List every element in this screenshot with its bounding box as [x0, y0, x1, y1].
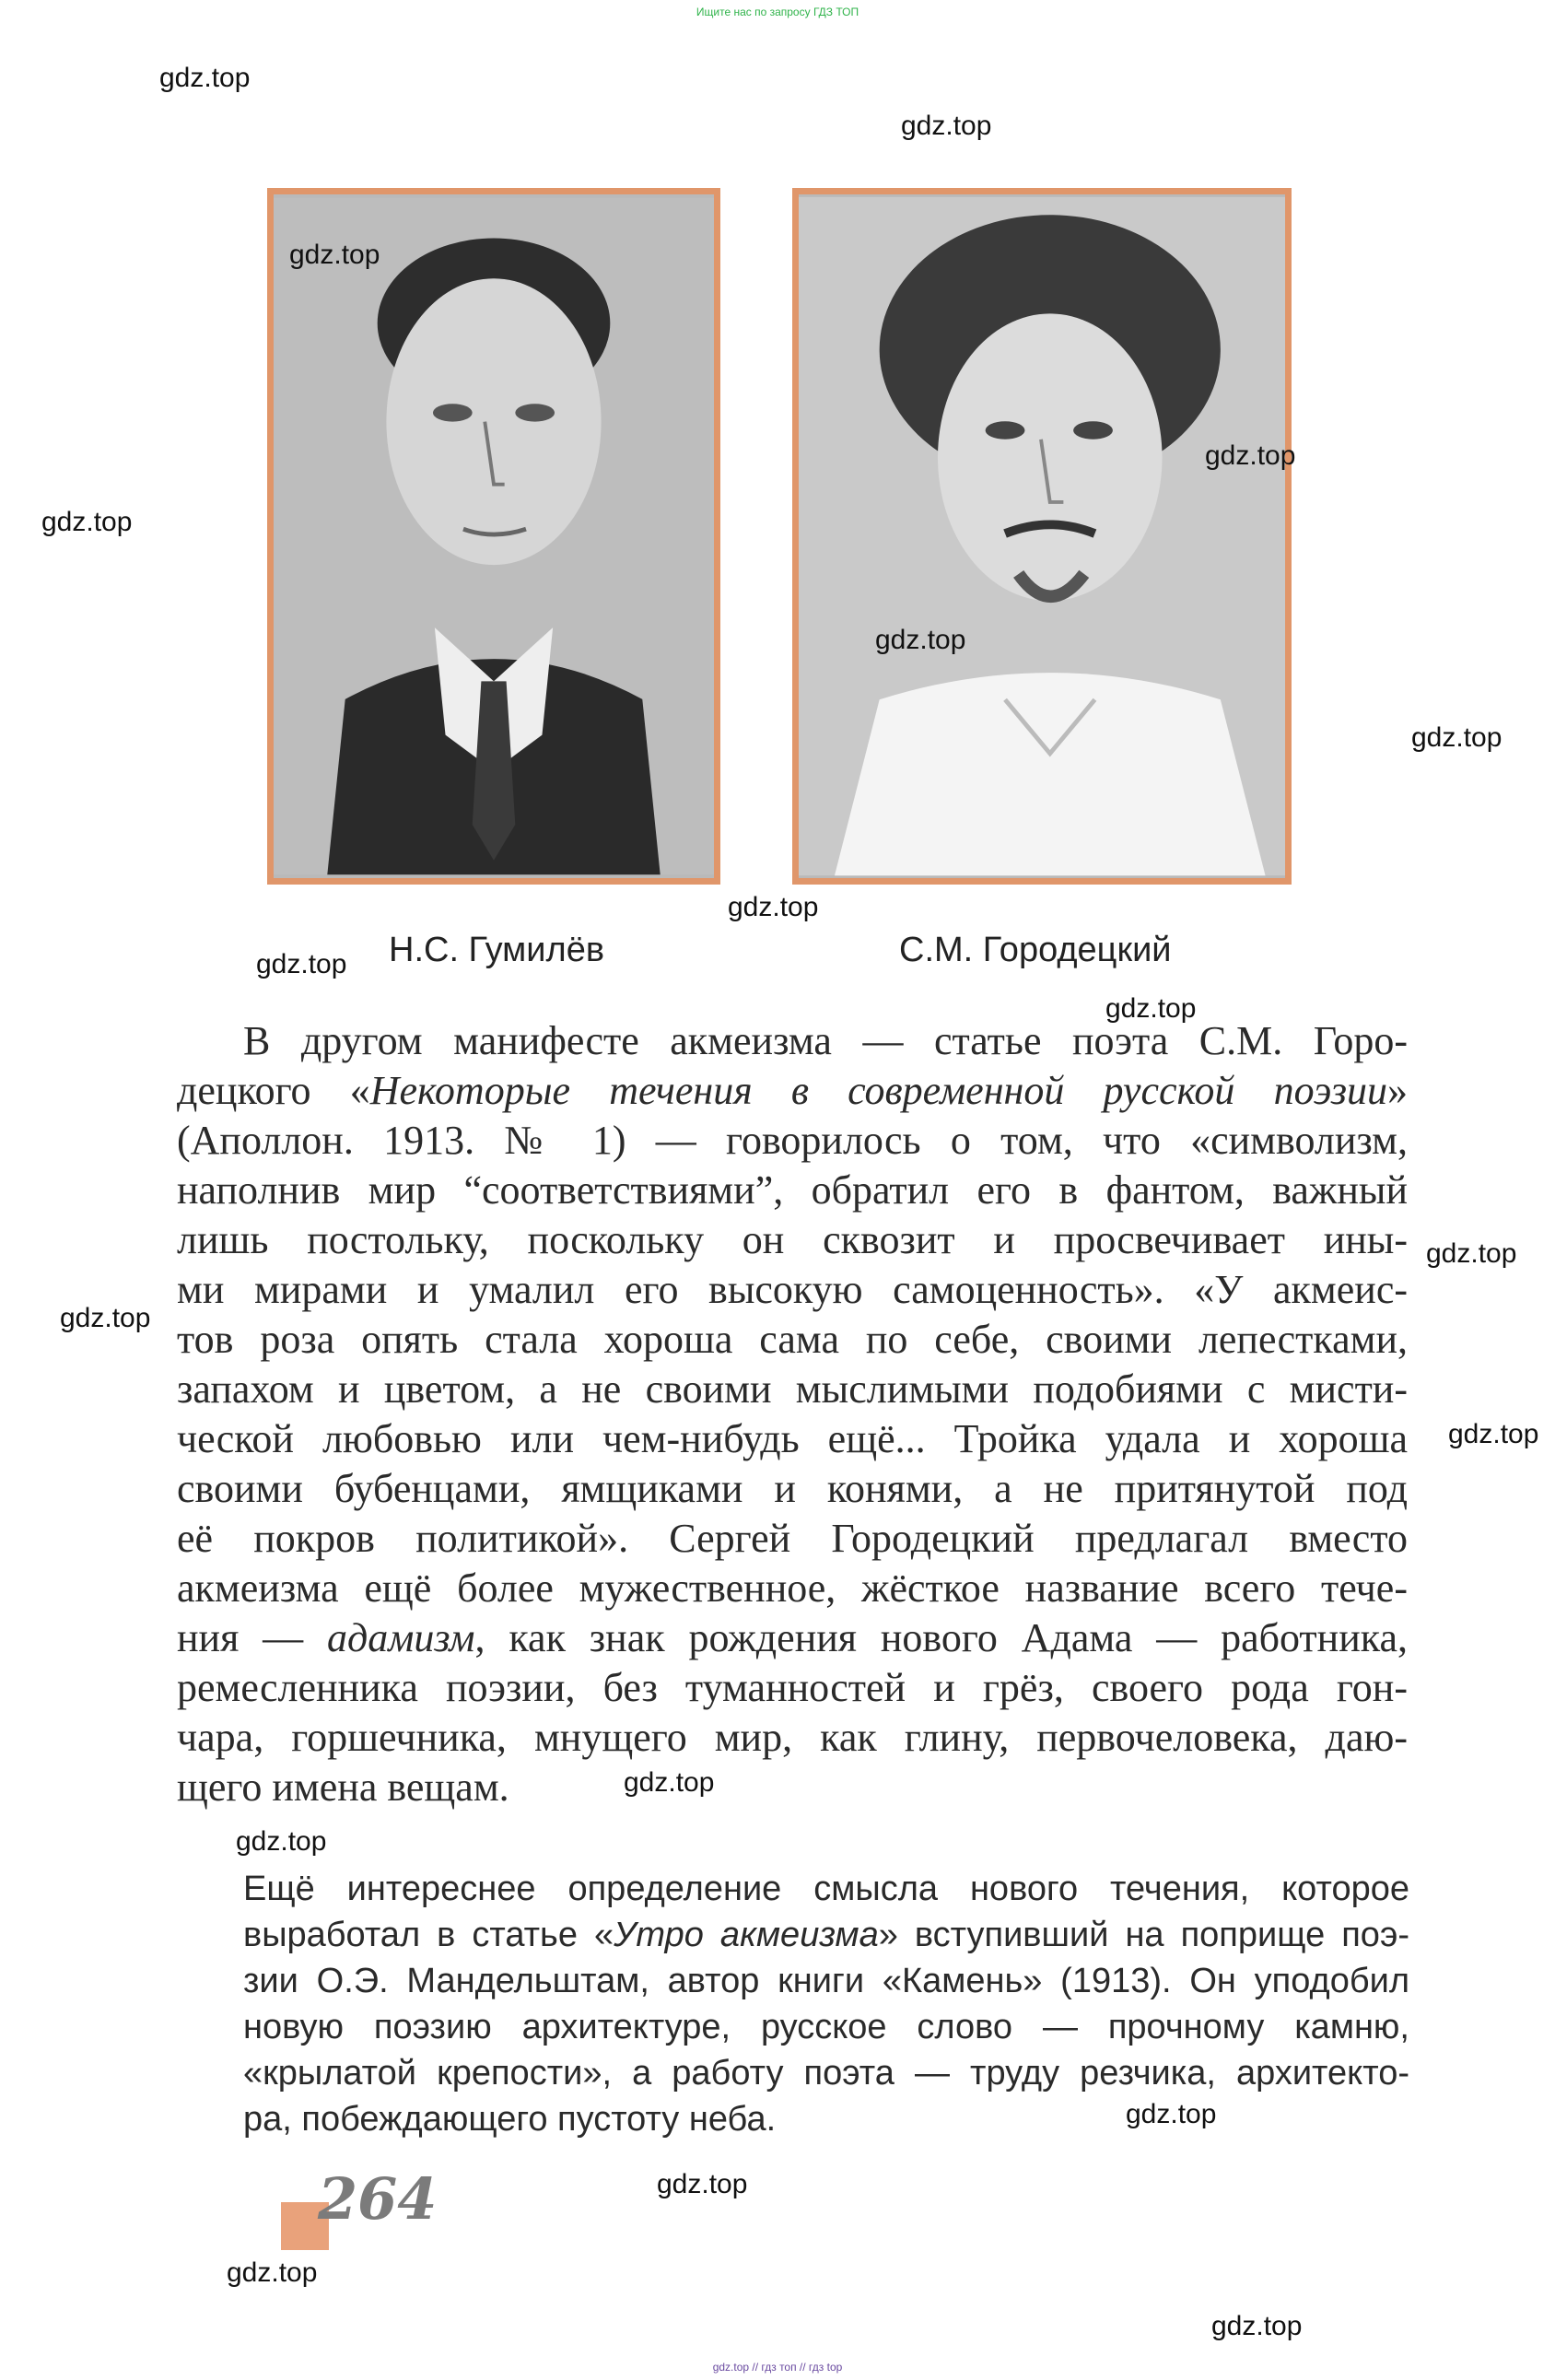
watermark: gdz.top	[227, 2257, 318, 2288]
text-line: чара, горшечника, мнущего мир, как глину, первочеловека, даю-	[177, 1715, 1408, 1760]
text-line: выработал в статье «Утро акмеизма» вступивший на поприще поэ-	[243, 1916, 1409, 1954]
text-line: ремесленника поэзии, без туманностей и грёз, своего рода гон-	[177, 1665, 1408, 1710]
watermark: gdz.top	[1411, 722, 1502, 753]
text-line: зии О.Э. Мандельштам, автор книги «Камень» (1913). Он уподобил	[243, 1962, 1409, 2000]
portrait-gumilev	[267, 188, 720, 885]
text-line: её покров политикой». Сергей Городецкий предлагал вместо	[177, 1516, 1408, 1561]
top-banner: Ищите нас по запросу ГДЗ ТОП	[696, 6, 859, 18]
text-line: ческой любовью или чем-нибудь ещё... Тройка удала и хороша	[177, 1416, 1408, 1461]
note-paragraph	[243, 1866, 1409, 2142]
portrait-gorodetsky	[792, 188, 1292, 885]
text-line: лишь постольку, поскольку он сквозит и просвечивает ины-	[177, 1217, 1408, 1262]
text-line: (Аполлон. 1913. № 1) — говорилось о том, что «символизм,	[177, 1118, 1408, 1163]
watermark: gdz.top	[41, 507, 133, 537]
text-line: тов роза опять стала хороша сама по себе, своими лепестками,	[177, 1317, 1408, 1362]
caption-gorodetsky: С.М. Городецкий	[899, 931, 1172, 969]
text-line: ра, побеждающего пустоту неба.	[243, 2100, 777, 2139]
watermark: gdz.top	[1126, 2099, 1217, 2129]
text-line: «крылатой крепости», а работу поэта — труду резчика, архитекто-	[243, 2054, 1409, 2093]
portrait-gorodetsky-image	[799, 194, 1285, 878]
watermark: gdz.top	[1211, 2311, 1303, 2341]
page-number: 264	[318, 2165, 438, 2233]
text-line: децкого «Некоторые течения в современной русской поэзии»	[177, 1068, 1408, 1113]
text-line: В другом манифесте акмеизма — статье поэта С.М. Горо-	[243, 1018, 1408, 1063]
watermark: gdz.top	[1105, 993, 1197, 1024]
text-line: Ещё интереснее определение смысла нового течения, которое	[243, 1870, 1409, 1908]
watermark: gdz.top	[1448, 1419, 1539, 1449]
term-italic: адамизм	[327, 1615, 475, 1660]
watermark: gdz.top	[875, 625, 966, 655]
watermark: gdz.top	[728, 892, 819, 922]
watermark: gdz.top	[159, 63, 251, 93]
article-title-italic: Утро акмеизма	[614, 1916, 879, 1954]
watermark: gdz.top	[657, 2169, 748, 2199]
text-line: акмеизма ещё более мужественное, жёсткое название всего тече-	[177, 1565, 1408, 1611]
watermark: gdz.top	[289, 240, 380, 270]
watermark: gdz.top	[236, 1826, 327, 1857]
portrait-gumilev-image	[274, 194, 714, 878]
watermark: gdz.top	[256, 949, 347, 979]
text-line: новую поэзию архитектуре, русское слово — прочному камню,	[243, 2008, 1409, 2046]
text-line: ния — адамизм, как знак рождения нового Адама — работника,	[177, 1615, 1408, 1660]
watermark: gdz.top	[1426, 1238, 1517, 1269]
watermark: gdz.top	[1205, 440, 1296, 471]
footer-note: gdz.top // гдз топ // гдз top	[712, 2361, 843, 2374]
text-line: своими бубенцами, ямщиками и конями, а не притянутой под	[177, 1466, 1408, 1511]
article-title-italic: Некоторые течения в современной русской поэзии	[369, 1068, 1387, 1113]
text-line: ми мирами и умалил его высокую самоценность». «У акмеис-	[177, 1267, 1408, 1312]
text-line: щего имена вещам.	[177, 1764, 509, 1810]
watermark: gdz.top	[60, 1303, 151, 1333]
caption-gumilev: Н.С. Гумилёв	[389, 931, 605, 969]
watermark: gdz.top	[624, 1767, 715, 1798]
watermark: gdz.top	[901, 111, 992, 141]
text-line: запахом и цветом, а не своими мыслимыми подобиями с мисти-	[177, 1366, 1408, 1412]
main-paragraph	[177, 1016, 1408, 1812]
text-line: наполнив мир “соответствиями”, обратил его в фантом, важный	[177, 1167, 1408, 1213]
